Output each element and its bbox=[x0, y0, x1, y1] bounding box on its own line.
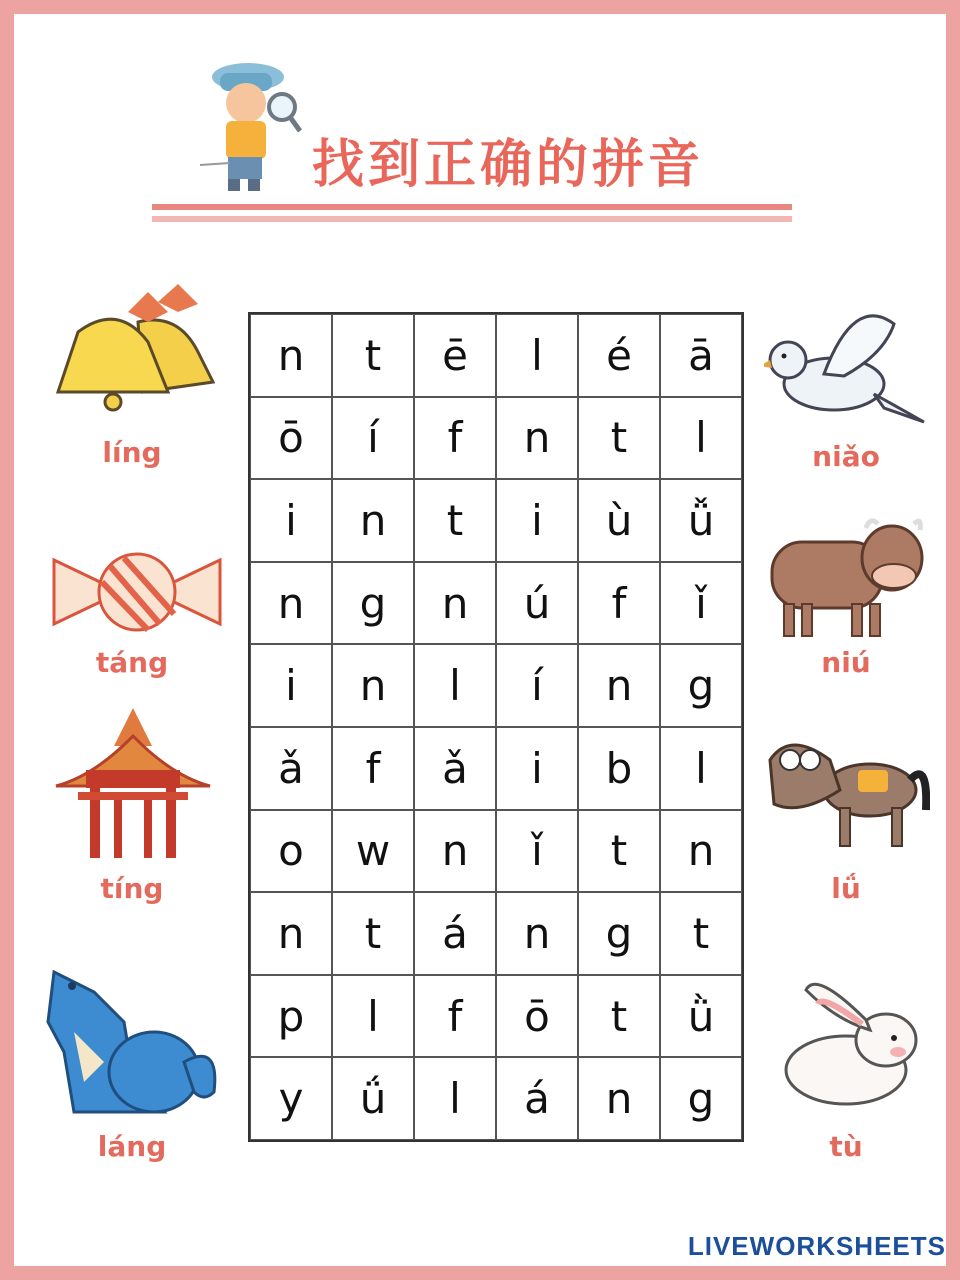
label-tu: tù bbox=[829, 1130, 863, 1163]
label-ting: tíng bbox=[100, 872, 164, 905]
grid-cell[interactable]: n bbox=[250, 562, 332, 645]
grid-cell[interactable]: n bbox=[496, 892, 578, 975]
grid-cell[interactable]: é bbox=[578, 314, 660, 397]
grid-cell[interactable]: l bbox=[660, 727, 742, 810]
title-underline bbox=[152, 204, 792, 210]
grid-cell[interactable]: l bbox=[414, 644, 496, 727]
pavilion-icon bbox=[54, 706, 212, 862]
label-ling: líng bbox=[102, 436, 162, 469]
grid-cell[interactable]: n bbox=[332, 644, 414, 727]
grid-cell[interactable]: g bbox=[578, 892, 660, 975]
grid-cell[interactable]: l bbox=[332, 975, 414, 1058]
grid-cell[interactable]: ā bbox=[660, 314, 742, 397]
wolf-icon bbox=[44, 962, 224, 1116]
label-niao: niǎo bbox=[812, 440, 880, 473]
grid-cell[interactable]: n bbox=[578, 644, 660, 727]
grid-cell[interactable]: l bbox=[496, 314, 578, 397]
letter-grid bbox=[248, 312, 744, 1142]
grid-cell[interactable]: l bbox=[414, 1057, 496, 1140]
grid-cell[interactable]: t bbox=[578, 975, 660, 1058]
donkey-icon bbox=[760, 720, 930, 850]
grid-cell[interactable]: p bbox=[250, 975, 332, 1058]
grid-cell[interactable]: á bbox=[496, 1057, 578, 1140]
grid-cell[interactable]: ǘ bbox=[332, 1057, 414, 1140]
label-lang: láng bbox=[97, 1130, 167, 1163]
grid-cell[interactable]: f bbox=[332, 727, 414, 810]
grid-cell[interactable]: n bbox=[660, 810, 742, 893]
grid-cell[interactable]: ǜ bbox=[660, 975, 742, 1058]
grid-cell[interactable]: ǐ bbox=[496, 810, 578, 893]
grid-cell[interactable]: g bbox=[332, 562, 414, 645]
grid-cell[interactable]: ǐ bbox=[660, 562, 742, 645]
grid-cell[interactable]: i bbox=[250, 644, 332, 727]
grid-cell[interactable]: l bbox=[660, 397, 742, 480]
grid-cell[interactable]: g bbox=[660, 644, 742, 727]
grid-cell[interactable]: ē bbox=[414, 314, 496, 397]
grid-cell[interactable]: t bbox=[332, 314, 414, 397]
grid-cell[interactable]: ù bbox=[578, 479, 660, 562]
bell-icon bbox=[48, 282, 218, 422]
label-niu: niú bbox=[821, 646, 871, 679]
grid-cell[interactable]: t bbox=[578, 810, 660, 893]
grid-cell[interactable]: w bbox=[332, 810, 414, 893]
grid-cell[interactable]: t bbox=[414, 479, 496, 562]
grid-cell[interactable]: ǎ bbox=[250, 727, 332, 810]
grid-cell[interactable]: n bbox=[332, 479, 414, 562]
page-title: 找到正确的拼音 bbox=[312, 135, 705, 195]
label-tang: táng bbox=[95, 646, 169, 679]
title-underline-light bbox=[152, 216, 792, 222]
grid-cell[interactable]: ú bbox=[496, 562, 578, 645]
grid-cell[interactable]: g bbox=[660, 1057, 742, 1140]
grid-cell[interactable]: b bbox=[578, 727, 660, 810]
grid-cell[interactable]: n bbox=[250, 314, 332, 397]
brand-logo: LIVEWORKSHEETS bbox=[687, 1231, 946, 1261]
grid-cell[interactable]: f bbox=[578, 562, 660, 645]
grid-cell[interactable]: i bbox=[496, 479, 578, 562]
grid-cell[interactable]: n bbox=[578, 1057, 660, 1140]
grid-cell[interactable]: ō bbox=[250, 397, 332, 480]
candy-icon bbox=[50, 552, 224, 632]
grid-cell[interactable]: ō bbox=[496, 975, 578, 1058]
grid-cell[interactable]: f bbox=[414, 397, 496, 480]
grid-cell[interactable]: n bbox=[414, 810, 496, 893]
grid-cell[interactable]: n bbox=[414, 562, 496, 645]
rabbit-icon bbox=[766, 970, 926, 1110]
kid-magnifier-icon bbox=[190, 55, 310, 195]
grid-cell[interactable]: o bbox=[250, 810, 332, 893]
grid-cell[interactable]: f bbox=[414, 975, 496, 1058]
grid-cell[interactable]: t bbox=[660, 892, 742, 975]
grid-cell[interactable]: n bbox=[496, 397, 578, 480]
ox-icon bbox=[766, 514, 928, 640]
grid-cell[interactable]: í bbox=[496, 644, 578, 727]
grid-cell[interactable]: t bbox=[578, 397, 660, 480]
grid-cell[interactable]: i bbox=[496, 727, 578, 810]
grid-cell[interactable]: y bbox=[250, 1057, 332, 1140]
grid-cell[interactable]: ǚ bbox=[660, 479, 742, 562]
label-lu: lǘ bbox=[831, 872, 861, 905]
grid-cell[interactable]: í bbox=[332, 397, 414, 480]
grid-cell[interactable]: á bbox=[414, 892, 496, 975]
grid-cell[interactable]: ǎ bbox=[414, 727, 496, 810]
grid-cell[interactable]: i bbox=[250, 479, 332, 562]
grid-cell[interactable]: t bbox=[332, 892, 414, 975]
grid-cell[interactable]: n bbox=[250, 892, 332, 975]
bird-icon bbox=[764, 304, 928, 428]
